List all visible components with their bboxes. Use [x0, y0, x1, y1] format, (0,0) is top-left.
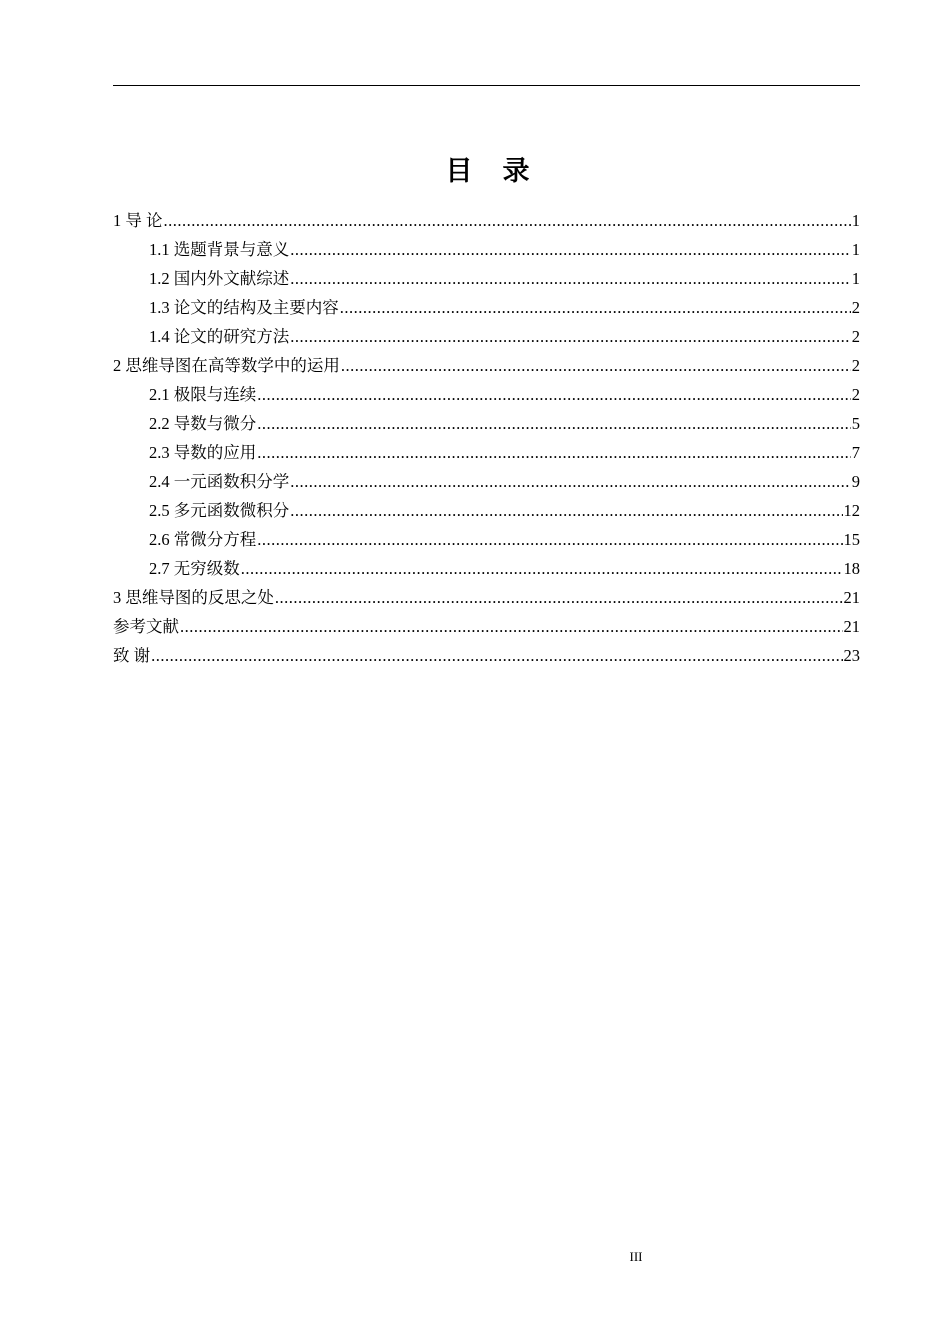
toc-entry[interactable]: [113, 554, 860, 583]
toc-entry-label: 2.5 多元函数微积分: [149, 501, 290, 520]
toc-entry-label: 1 导 论: [113, 211, 163, 230]
toc-dot-leader: [341, 351, 851, 380]
toc-entry-label: 1.3 论文的结构及主要内容: [149, 298, 339, 317]
toc-entry-page: 1: [851, 240, 860, 259]
header-rule: [113, 85, 860, 86]
toc-entry-label: 1.1 选题背景与意义: [149, 240, 290, 259]
toc-entry-label: 2.7 无穷级数: [149, 559, 240, 578]
toc-entry-label: 参考文献: [113, 617, 179, 636]
table-of-contents: [113, 206, 860, 670]
toc-dot-leader: [290, 235, 851, 264]
toc-dot-leader: [290, 322, 851, 351]
toc-entry-label: 2 思维导图在高等数学中的运用: [113, 356, 340, 375]
toc-entry[interactable]: [113, 612, 860, 641]
toc-dot-leader: [340, 293, 851, 322]
toc-entry-page: 18: [843, 559, 860, 578]
toc-entry-page: 2: [851, 298, 860, 317]
toc-entry-page: 21: [843, 617, 860, 636]
toc-entry-label: 2.2 导数与微分: [149, 414, 257, 433]
toc-entry-page: 2: [851, 385, 860, 404]
toc-dot-leader: [164, 206, 851, 235]
toc-entry[interactable]: [113, 496, 860, 525]
toc-entry-page: 12: [843, 501, 860, 520]
toc-entry[interactable]: [113, 380, 860, 409]
toc-entry-label: 2.3 导数的应用: [149, 443, 257, 462]
toc-dot-leader: [151, 641, 842, 670]
toc-entry-page: 2: [851, 356, 860, 375]
toc-dot-leader: [290, 496, 842, 525]
toc-entry-page: 15: [843, 530, 860, 549]
toc-entry[interactable]: [113, 583, 860, 612]
page-number: III: [629, 1249, 643, 1264]
toc-dot-leader: [275, 583, 843, 612]
toc-entry-page: 1: [851, 211, 860, 230]
toc-dot-leader: [290, 467, 851, 496]
toc-entry[interactable]: [113, 467, 860, 496]
toc-entry[interactable]: [113, 351, 860, 380]
toc-entry-page: 1: [851, 269, 860, 288]
toc-entry-page: 23: [843, 646, 860, 665]
toc-entry-page: 5: [851, 414, 860, 433]
title-char-1: 目: [445, 156, 473, 187]
toc-entry-label: 1.2 国内外文献综述: [149, 269, 290, 288]
toc-entry[interactable]: [113, 264, 860, 293]
toc-entry-page: 7: [851, 443, 860, 462]
page-title: [0, 152, 950, 192]
toc-entry[interactable]: [113, 293, 860, 322]
toc-dot-leader: [257, 525, 842, 554]
toc-entry[interactable]: [113, 206, 860, 235]
toc-entry-label: 2.4 一元函数积分学: [149, 472, 290, 491]
toc-dot-leader: [257, 380, 851, 409]
toc-entry-page: 9: [851, 472, 860, 491]
title-char-2: 录: [502, 156, 530, 187]
toc-entry[interactable]: [113, 641, 860, 670]
toc-entry-page: 21: [843, 588, 860, 607]
toc-entry-label: 致 谢: [113, 646, 151, 665]
toc-entry[interactable]: [113, 235, 860, 264]
toc-dot-leader: [257, 409, 851, 438]
toc-entry-page: 2: [851, 327, 860, 346]
toc-dot-leader: [257, 438, 851, 467]
toc-dot-leader: [180, 612, 843, 641]
toc-entry-label: 2.1 极限与连续: [149, 385, 257, 404]
toc-dot-leader: [290, 264, 851, 293]
toc-entry-label: 3 思维导图的反思之处: [113, 588, 274, 607]
toc-entry[interactable]: [113, 438, 860, 467]
toc-entry[interactable]: [113, 525, 860, 554]
toc-entry[interactable]: [113, 322, 860, 351]
toc-dot-leader: [241, 554, 843, 583]
toc-entry-label: 1.4 论文的研究方法: [149, 327, 290, 346]
toc-entry-label: 2.6 常微分方程: [149, 530, 257, 549]
toc-entry[interactable]: [113, 409, 860, 438]
